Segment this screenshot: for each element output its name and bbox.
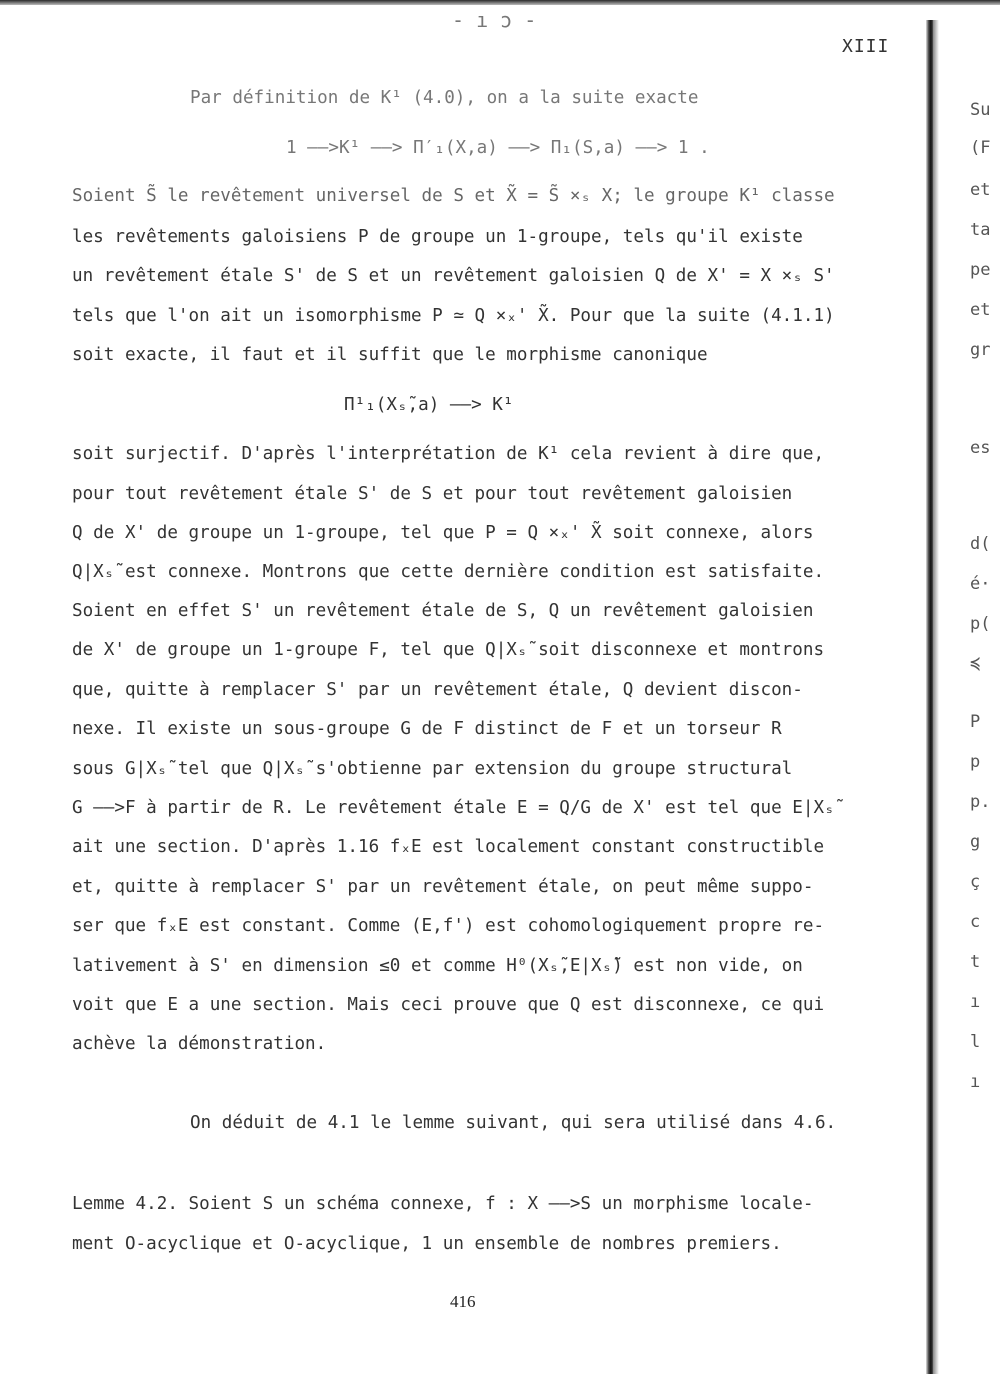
bleed-fragment: ı	[970, 992, 981, 1012]
bleed-fragment: p(	[970, 614, 991, 634]
header-mark: - ı ͻ -	[452, 8, 537, 32]
page-number: 416	[450, 1292, 476, 1311]
binding-shadow	[933, 20, 939, 1374]
text-line: On déduit de 4.1 le lemme suivant, qui sera utilisé dans 4.6.	[190, 1113, 837, 1133]
bleed-fragment: p	[970, 752, 981, 772]
text-line: tels que l'on ait un isomorphisme P ≃ Q ×ₓ' X̃. Pour que la suite (4.1.1)	[72, 306, 835, 326]
bleed-fragment: p.	[970, 792, 991, 812]
text-line: voit que E a une section. Mais ceci prouve que Q est disconnexe, ce qui	[72, 995, 825, 1015]
bleed-fragment: t	[970, 952, 981, 972]
text-line: que, quitte à remplacer S' par un revêtement étale, Q devient discon-	[72, 680, 803, 700]
bleed-fragment: P	[970, 712, 981, 732]
text-line: et, quitte à remplacer S' par un revêtement étale, on peut même suppo-	[72, 877, 814, 897]
bleed-fragment: ı	[970, 1072, 981, 1092]
bleed-fragment: c	[970, 912, 981, 932]
text-line: pour tout revêtement étale S' de S et pour tout revêtement galoisien	[72, 484, 793, 504]
text-line: nexe. Il existe un sous-groupe G de F distinct de F et un torseur R	[72, 719, 782, 739]
text-line: ment O-acyclique et O-acyclique, 1 un ensemble de nombres premiers.	[72, 1234, 782, 1254]
text-line: Par définition de K¹ (4.0), on a la suite exacte	[190, 88, 699, 108]
lemma-heading-line: Lemme 4.2. Soient S un schéma connexe, f : X ——>S un morphisme locale-	[72, 1194, 814, 1214]
text-line: achève la démonstration.	[72, 1034, 327, 1054]
text-line: ait une section. D'après 1.16 fₓE est localement constant constructible	[72, 837, 825, 857]
text-line: un revêtement étale S' de S et un revêtement galoisien Q de X' = X ×ₛ S'	[72, 266, 835, 286]
bleed-fragment: ç	[970, 872, 981, 892]
text-line: soit surjectif. D'après l'interprétation de K¹ cela revient à dire que,	[72, 444, 825, 464]
bleed-fragment: es	[970, 438, 991, 458]
chapter-number: XIII	[842, 36, 890, 57]
bleed-fragment: Su	[970, 100, 991, 120]
bleed-fragment: (F	[970, 138, 991, 158]
bleed-fragment: et	[970, 180, 991, 200]
text-line: de X' de groupe un 1-groupe F, tel que Q|Xₛ̃ soit disconnexe et montrons	[72, 640, 825, 660]
text-line: sous G|Xₛ̃ tel que Q|Xₛ̃ s'obtienne par extension du groupe structural	[72, 759, 793, 779]
bleed-fragment: ta	[970, 220, 991, 240]
bleed-fragment: ≼	[970, 654, 981, 674]
text-line: Q de X' de groupe un 1-groupe, tel que P = Q ×ₓ' X̃ soit connexe, alors	[72, 523, 814, 543]
text-line: Soient S̃ le revêtement universel de S et X̃ = S̃ ×ₛ X; le groupe K¹ classe	[72, 186, 835, 206]
binding-gutter	[926, 20, 933, 1374]
text-line: lativement à S' en dimension ≤0 et comme H⁰(Xₛ̃,E|Xₛ̃) est non vide, on	[72, 956, 803, 976]
text-line: Soient en effet S' un revêtement étale de S, Q un revêtement galoisien	[72, 601, 814, 621]
bleed-fragment: gr	[970, 340, 991, 360]
top-rule	[0, 0, 1000, 5]
text-line: G ——>F à partir de R. Le revêtement étale E = Q/G de X' est tel que E|Xₛ̃	[72, 798, 835, 818]
text-line: les revêtements galoisiens P de groupe un 1-groupe, tels qu'il existe	[72, 227, 803, 247]
text-line: soit exacte, il faut et il suffit que le morphisme canonique	[72, 345, 708, 365]
bleed-fragment: pe	[970, 260, 991, 280]
bleed-fragment: g	[970, 832, 981, 852]
bleed-fragment: l	[970, 1032, 981, 1052]
text-line: ser que fₓE est constant. Comme (E,f') est cohomologiquement propre re-	[72, 916, 825, 936]
bleed-fragment: et	[970, 300, 991, 320]
text-line: Q|Xₛ̃ est connexe. Montrons que cette dernière condition est satisfaite.	[72, 562, 825, 582]
display-formula: Π¹₁(Xₛ̃,a) ——> K¹	[344, 395, 514, 415]
bleed-fragment: d(	[970, 534, 991, 554]
display-formula: 1 ——>K¹ ——> Π′₁(X,a) ——> Π₁(S,a) ——> 1 .	[286, 138, 710, 158]
bleed-fragment: é·	[970, 574, 991, 594]
